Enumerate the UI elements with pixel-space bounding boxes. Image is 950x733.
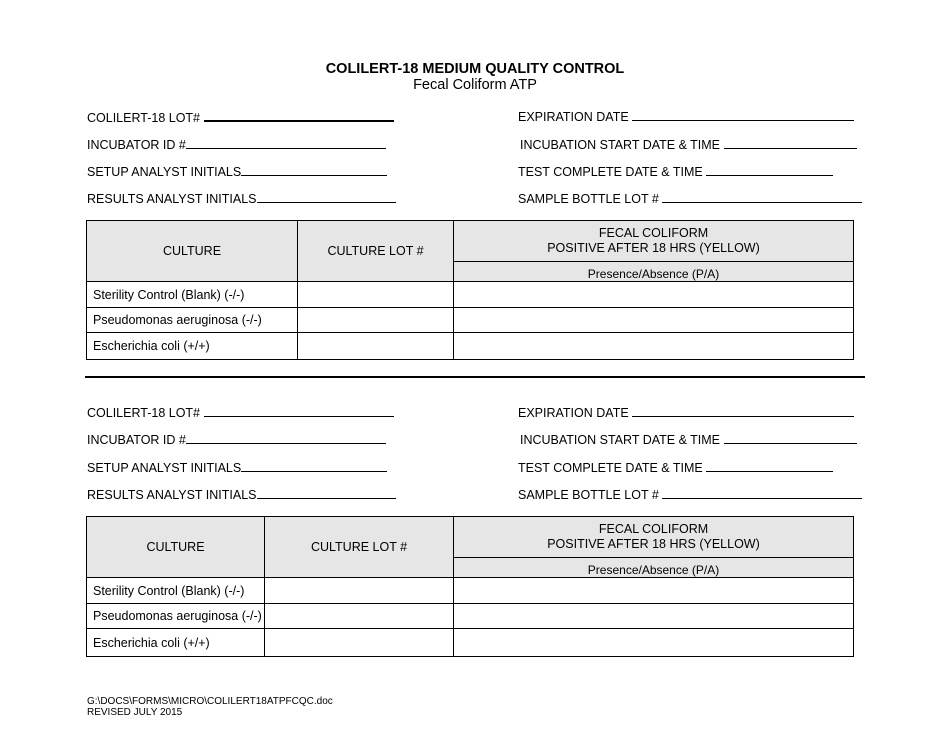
lot-blank[interactable] <box>204 405 394 417</box>
setup-initials-blank[interactable] <box>241 164 387 176</box>
incubation-start-label: INCUBATION START DATE & TIME <box>520 433 721 447</box>
sample-bottle-field <box>518 487 862 503</box>
culture-row-label: Escherichia coli (+/+) <box>87 629 265 657</box>
results-initials-field <box>87 487 396 503</box>
result-cell[interactable] <box>454 629 854 657</box>
result-cell[interactable] <box>454 308 854 333</box>
lot-field <box>87 405 394 421</box>
expiration-label: EXPIRATION DATE <box>518 406 629 420</box>
results-initials-field <box>87 191 396 207</box>
lot-blank[interactable] <box>204 109 394 122</box>
sample-bottle-field <box>518 191 862 207</box>
culture-lot-cell[interactable] <box>265 604 454 629</box>
expiration-field <box>518 405 854 421</box>
file-path: G:\DOCS\FORMS\MICRO\COLILERT18ATPFCQC.doc <box>87 696 333 707</box>
lot-label: COLILERT-18 LOT# <box>87 111 201 125</box>
test-complete-field <box>518 164 833 180</box>
incubation-start-field <box>520 137 857 153</box>
result-cell[interactable] <box>454 282 854 308</box>
test-complete-blank[interactable] <box>706 164 833 176</box>
lot-field <box>87 109 394 126</box>
culture-lot-header: CULTURE LOT # <box>265 517 454 578</box>
test-complete-label: TEST COMPLETE DATE & TIME <box>518 461 703 475</box>
results-initials-blank[interactable] <box>257 487 396 499</box>
form-title: COLILERT-18 MEDIUM QUALITY CONTROL <box>325 61 625 77</box>
revision-date: REVISED JULY 2015 <box>87 707 183 718</box>
incubation-start-label: INCUBATION START DATE & TIME <box>520 138 721 152</box>
culture-lot-cell[interactable] <box>298 308 454 333</box>
result-cell[interactable] <box>454 604 854 629</box>
presence-absence-header: Presence/Absence (P/A) <box>454 558 854 578</box>
results-initials-blank[interactable] <box>257 191 396 203</box>
results-initials-label: RESULTS ANALYST INITIALS <box>87 192 257 206</box>
fecal-coliform-title: FECAL COLIFORM <box>598 226 709 240</box>
culture-header: CULTURE <box>87 517 265 578</box>
fecal-coliform-criteria: POSITIVE AFTER 18 HRS (YELLOW) <box>547 241 760 255</box>
expiration-label: EXPIRATION DATE <box>518 110 629 124</box>
test-complete-field <box>518 460 833 476</box>
sample-bottle-blank[interactable] <box>662 191 862 203</box>
culture-lot-cell[interactable] <box>298 282 454 308</box>
setup-initials-label: SETUP ANALYST INITIALS <box>87 461 242 475</box>
result-cell[interactable] <box>454 333 854 360</box>
test-complete-blank[interactable] <box>706 460 833 472</box>
culture-row-label: Pseudomonas aeruginosa (-/-) <box>87 604 265 629</box>
result-cell[interactable] <box>454 578 854 604</box>
setup-initials-field <box>87 164 387 180</box>
fecal-coliform-header <box>454 517 854 558</box>
incubator-blank[interactable] <box>186 137 386 149</box>
culture-row-label: Pseudomonas aeruginosa (-/-) <box>87 308 298 333</box>
expiration-field <box>518 109 854 125</box>
culture-row-label: Sterility Control (Blank) (-/-) <box>87 578 265 604</box>
sample-bottle-blank[interactable] <box>662 487 862 499</box>
incubator-field <box>87 137 386 153</box>
setup-initials-blank[interactable] <box>241 460 387 472</box>
culture-header: CULTURE <box>87 221 298 282</box>
incubation-start-blank[interactable] <box>724 432 857 444</box>
incubator-field <box>87 432 386 448</box>
culture-lot-cell[interactable] <box>265 578 454 604</box>
qc-table-1 <box>86 220 854 360</box>
test-complete-label: TEST COMPLETE DATE & TIME <box>518 165 703 179</box>
qc-table-2 <box>86 516 854 657</box>
incubation-start-field <box>520 432 857 448</box>
expiration-blank[interactable] <box>632 109 854 121</box>
culture-row-label: Sterility Control (Blank) (-/-) <box>87 282 298 308</box>
culture-lot-cell[interactable] <box>298 333 454 360</box>
incubator-label: INCUBATOR ID # <box>87 138 186 152</box>
results-initials-label: RESULTS ANALYST INITIALS <box>87 488 257 502</box>
incubator-label: INCUBATOR ID # <box>87 433 186 447</box>
culture-lot-header: CULTURE LOT # <box>298 221 454 282</box>
expiration-blank[interactable] <box>632 405 854 417</box>
culture-row-label: Escherichia coli (+/+) <box>87 333 298 360</box>
form-subtitle: Fecal Coliform ATP <box>413 77 537 93</box>
culture-lot-cell[interactable] <box>265 629 454 657</box>
lot-label: COLILERT-18 LOT# <box>87 406 201 420</box>
section-divider <box>85 376 865 378</box>
incubator-blank[interactable] <box>186 432 386 444</box>
setup-initials-label: SETUP ANALYST INITIALS <box>87 165 242 179</box>
sample-bottle-label: SAMPLE BOTTLE LOT # <box>518 488 659 502</box>
fecal-coliform-criteria: POSITIVE AFTER 18 HRS (YELLOW) <box>547 537 760 551</box>
fecal-coliform-header <box>454 221 854 262</box>
sample-bottle-label: SAMPLE BOTTLE LOT # <box>518 192 659 206</box>
setup-initials-field <box>87 460 387 476</box>
presence-absence-header: Presence/Absence (P/A) <box>454 262 854 282</box>
incubation-start-blank[interactable] <box>724 137 857 149</box>
fecal-coliform-title: FECAL COLIFORM <box>598 522 709 536</box>
